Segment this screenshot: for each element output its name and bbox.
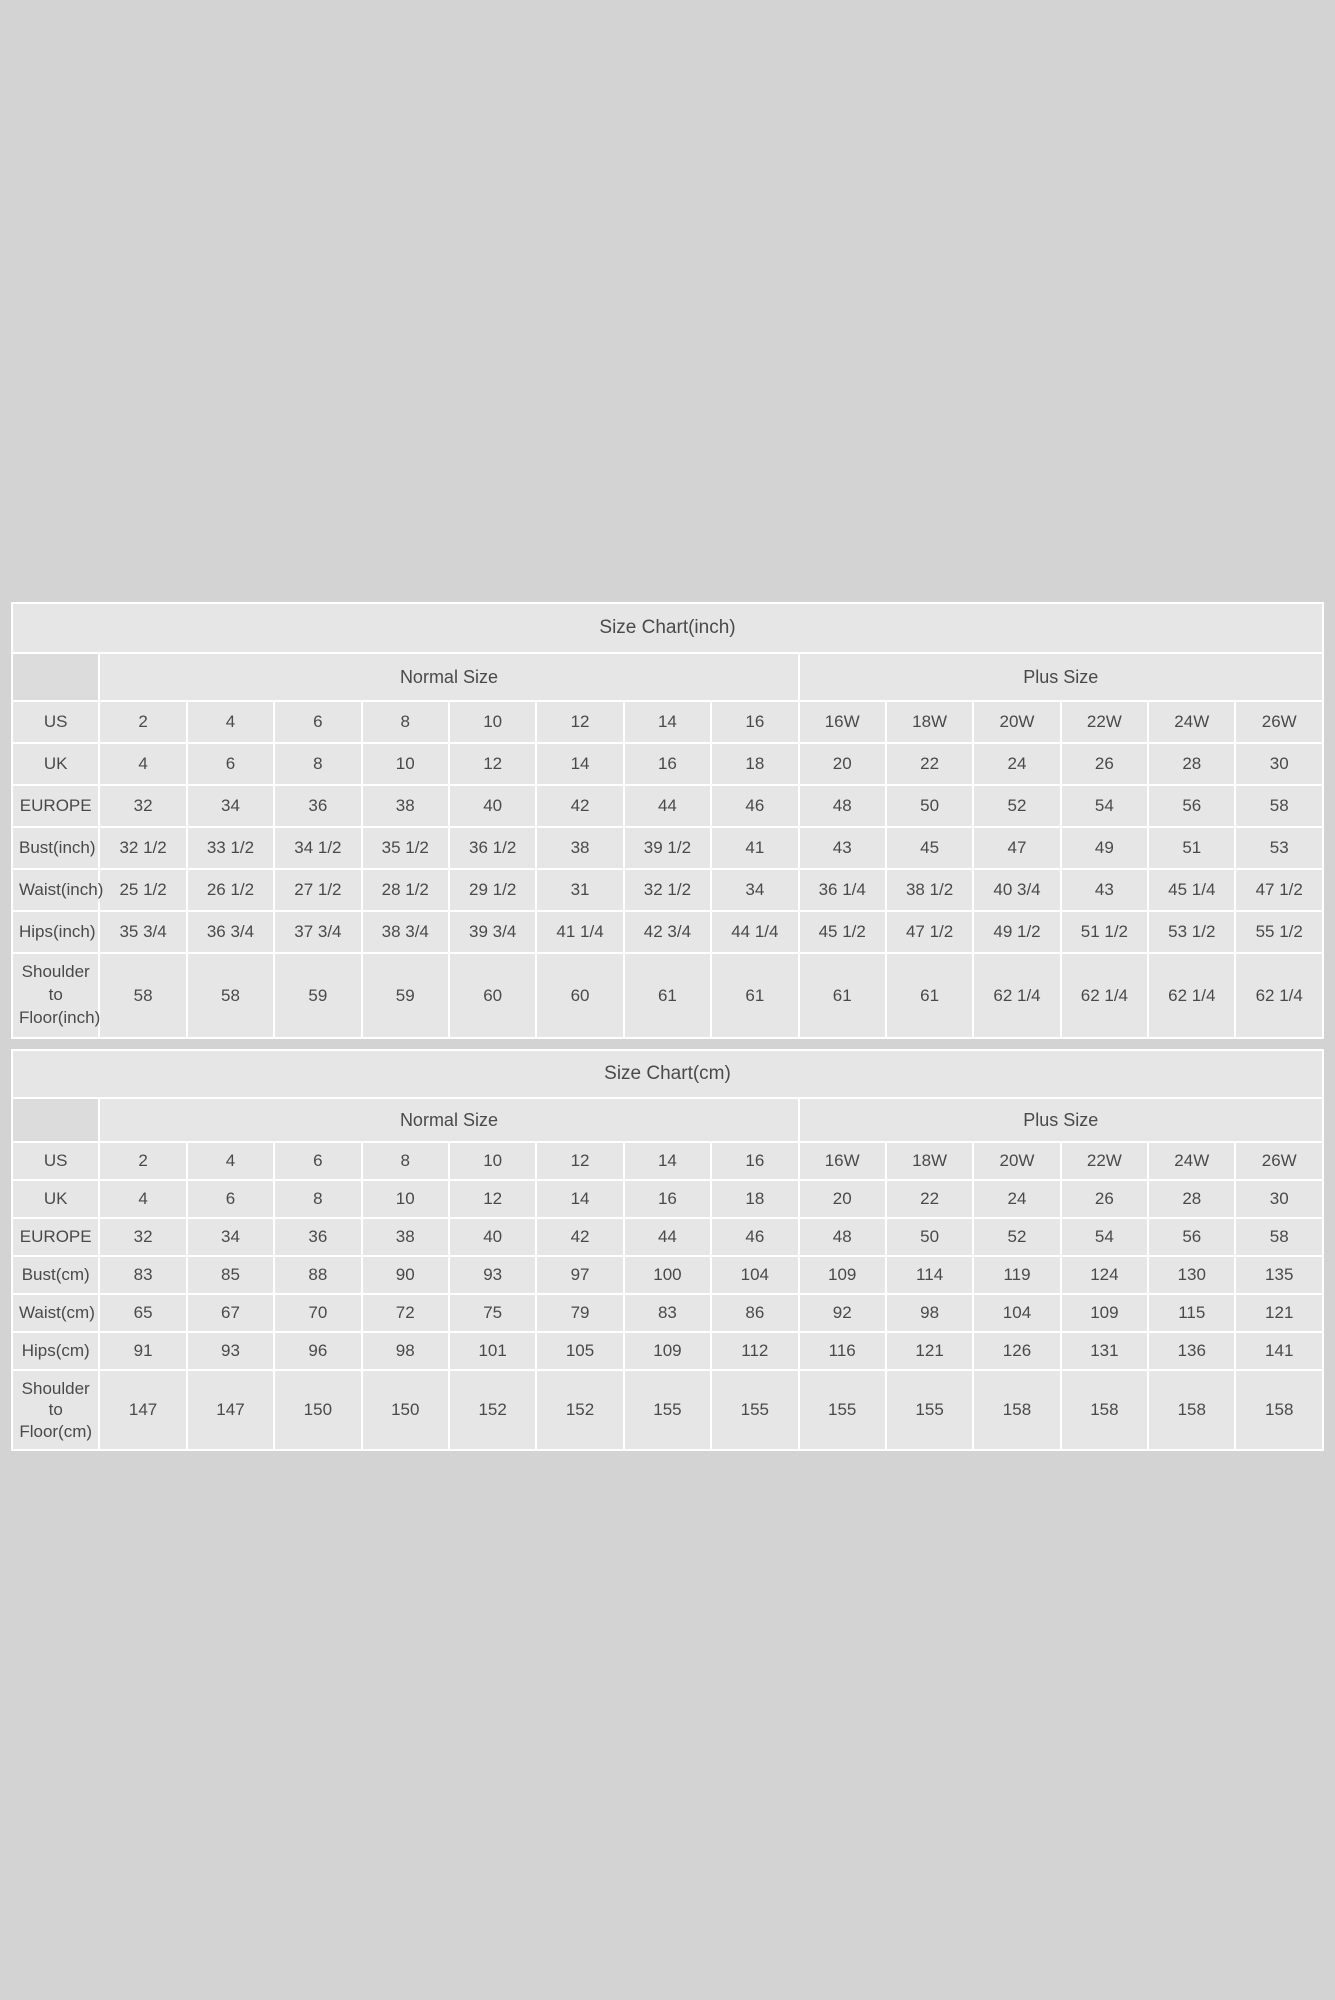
- row-label-bust: Bust(inch): [13, 828, 98, 868]
- row-label-us: US: [13, 702, 98, 742]
- cell: 10: [450, 1143, 535, 1179]
- cell: 150: [363, 1371, 448, 1449]
- cell: 70: [275, 1295, 360, 1331]
- cell: 41 1/4: [537, 912, 622, 952]
- group-header-plus-size: Plus Size: [800, 1099, 1322, 1142]
- row-label-waist: Waist(cm): [13, 1295, 98, 1331]
- cell: 8: [275, 744, 360, 784]
- cell: 32 1/2: [625, 870, 710, 910]
- cell: 38: [363, 786, 448, 826]
- cell: 136: [1149, 1333, 1234, 1369]
- table-row-us: [13, 1143, 1322, 1179]
- row-label-uk: UK: [13, 744, 98, 784]
- row-label-hips: Hips(inch): [13, 912, 98, 952]
- cell: 48: [800, 1219, 885, 1255]
- cell: 31: [537, 870, 622, 910]
- cell: 41: [712, 828, 797, 868]
- cell: 37 3/4: [275, 912, 360, 952]
- cell: 45 1/2: [800, 912, 885, 952]
- corner-cell: [13, 654, 98, 700]
- cell: 12: [450, 1181, 535, 1217]
- cell: 36 3/4: [188, 912, 273, 952]
- cell: 12: [537, 1143, 622, 1179]
- cell: 16: [712, 702, 797, 742]
- cell: 98: [363, 1333, 448, 1369]
- table-title-row: [13, 604, 1322, 652]
- cell: 47 1/2: [1236, 870, 1322, 910]
- row-label-waist: Waist(inch): [13, 870, 98, 910]
- row-label-shoulder-to-floor: [13, 954, 101, 1037]
- table-row-shoulder-to-floor: [13, 954, 1322, 1037]
- row-label-europe: EUROPE: [13, 786, 98, 826]
- cell: 59: [275, 954, 360, 1037]
- cell: 26W: [1236, 1143, 1322, 1179]
- cell: 114: [887, 1257, 972, 1293]
- cell: 44: [625, 786, 710, 826]
- cell: 54: [1062, 786, 1147, 826]
- table-row-shoulder-to-floor: [13, 1371, 1322, 1449]
- cell: 105: [537, 1333, 622, 1369]
- cell: 56: [1149, 1219, 1234, 1255]
- cell: 25 1/2: [100, 870, 185, 910]
- cell: 119: [974, 1257, 1059, 1293]
- cell: 38: [363, 1219, 448, 1255]
- cell: 42: [537, 1219, 622, 1255]
- cell: 88: [275, 1257, 360, 1293]
- cell: 51: [1149, 828, 1234, 868]
- cell: 58: [1236, 786, 1322, 826]
- cell: 60: [537, 954, 622, 1037]
- cell: 152: [537, 1371, 622, 1449]
- cell: 18W: [887, 702, 972, 742]
- cell: 10: [450, 702, 535, 742]
- row-label-hips: Hips(cm): [13, 1333, 98, 1369]
- cell: 38: [537, 828, 622, 868]
- cell: 44 1/4: [712, 912, 797, 952]
- cell: 22W: [1062, 702, 1147, 742]
- cell: 8: [363, 1143, 448, 1179]
- table-row-waist: [13, 870, 1322, 910]
- cell: 46: [712, 786, 797, 826]
- cell: 109: [800, 1257, 885, 1293]
- cell: 61: [625, 954, 710, 1037]
- cell: 24: [974, 744, 1059, 784]
- cell: 51 1/2: [1062, 912, 1147, 952]
- cell: 52: [974, 1219, 1059, 1255]
- cell: 75: [450, 1295, 535, 1331]
- cell: 38 1/2: [887, 870, 972, 910]
- cell: 16: [625, 744, 710, 784]
- cell: 115: [1149, 1295, 1234, 1331]
- cell: 55 1/2: [1236, 912, 1322, 952]
- cell: 59: [363, 954, 448, 1037]
- cell: 56: [1149, 786, 1234, 826]
- cell: 47: [974, 828, 1059, 868]
- cell: 35 3/4: [100, 912, 185, 952]
- cell: 12: [450, 744, 535, 784]
- cell: 155: [887, 1371, 972, 1449]
- cell: 104: [712, 1257, 797, 1293]
- cell: 121: [1236, 1295, 1322, 1331]
- cell: 43: [1062, 870, 1147, 910]
- cell: 26: [1062, 1181, 1147, 1217]
- cell: 158: [1062, 1371, 1147, 1449]
- cell: 58: [100, 954, 185, 1037]
- cell: 34 1/2: [275, 828, 360, 868]
- cell: 4: [100, 744, 185, 784]
- cell: 28: [1149, 744, 1234, 784]
- cell: 131: [1062, 1333, 1147, 1369]
- cell: 24: [974, 1181, 1059, 1217]
- cell: 43: [800, 828, 885, 868]
- cell: 48: [800, 786, 885, 826]
- cell: 93: [450, 1257, 535, 1293]
- cell: 10: [363, 1181, 448, 1217]
- table-row-uk: [13, 1181, 1322, 1217]
- cell: 62 1/4: [1236, 954, 1322, 1037]
- cell: 54: [1062, 1219, 1147, 1255]
- cell: 85: [188, 1257, 273, 1293]
- cell: 39 3/4: [450, 912, 535, 952]
- cell: 45 1/4: [1149, 870, 1234, 910]
- cell: 98: [887, 1295, 972, 1331]
- cell: 6: [188, 744, 273, 784]
- cell: 152: [450, 1371, 535, 1449]
- cell: 158: [1149, 1371, 1234, 1449]
- table-row-bust: [13, 1257, 1322, 1293]
- cell: 147: [188, 1371, 273, 1449]
- cell: 79: [537, 1295, 622, 1331]
- cell: 135: [1236, 1257, 1322, 1293]
- cell: 32 1/2: [100, 828, 185, 868]
- cell: 158: [1236, 1371, 1322, 1449]
- cell: 26: [1062, 744, 1147, 784]
- cell: 18: [712, 1181, 797, 1217]
- table-row-hips: [13, 912, 1322, 952]
- cell: 109: [1062, 1295, 1147, 1331]
- cell: 65: [100, 1295, 185, 1331]
- cell: 38 3/4: [363, 912, 448, 952]
- cell: 53: [1236, 828, 1322, 868]
- cell: 150: [275, 1371, 360, 1449]
- cell: 8: [363, 702, 448, 742]
- cell: 12: [537, 702, 622, 742]
- cell: 2: [100, 1143, 185, 1179]
- cell: 86: [712, 1295, 797, 1331]
- cell: 121: [887, 1333, 972, 1369]
- cell: 32: [100, 786, 185, 826]
- cell: 61: [712, 954, 797, 1037]
- group-header-normal-size: Normal Size: [100, 654, 797, 700]
- cell: 6: [275, 702, 360, 742]
- table-row-bust: [13, 828, 1322, 868]
- cell: 147: [100, 1371, 185, 1449]
- cell: 126: [974, 1333, 1059, 1369]
- table-row-us: [13, 702, 1322, 742]
- cell: 155: [800, 1371, 885, 1449]
- cell: 40 3/4: [974, 870, 1059, 910]
- table-row-europe: [13, 1219, 1322, 1255]
- cell: 14: [537, 744, 622, 784]
- cell: 58: [1236, 1219, 1322, 1255]
- cell: 60: [450, 954, 535, 1037]
- row-label-line2: Floor(inch): [19, 1007, 101, 1027]
- cell: 18: [712, 744, 797, 784]
- cell: 20: [800, 744, 885, 784]
- cell: 36: [275, 1219, 360, 1255]
- page-title-cm: Size Chart(cm): [13, 1051, 1322, 1097]
- cell: 62 1/4: [1062, 954, 1147, 1037]
- cell: 96: [275, 1333, 360, 1369]
- cell: 2: [100, 702, 185, 742]
- cell: 91: [100, 1333, 185, 1369]
- cell: 72: [363, 1295, 448, 1331]
- cell: 4: [188, 1143, 273, 1179]
- cell: 32: [100, 1219, 185, 1255]
- cell: 34: [712, 870, 797, 910]
- cell: 47 1/2: [887, 912, 972, 952]
- row-label-line1: Shoulder to: [21, 962, 90, 1004]
- cell: 16W: [800, 702, 885, 742]
- cell: 62 1/4: [1149, 954, 1234, 1037]
- cell: 20: [800, 1181, 885, 1217]
- cell: 112: [712, 1333, 797, 1369]
- group-header-plus-size: Plus Size: [800, 654, 1322, 700]
- cell: 20W: [974, 1143, 1059, 1179]
- cell: 16: [625, 1181, 710, 1217]
- row-label-shoulder-to-floor: Shoulder to Floor(cm): [13, 1371, 98, 1449]
- cell: 4: [188, 702, 273, 742]
- table-row-hips: [13, 1333, 1322, 1369]
- cell: 28 1/2: [363, 870, 448, 910]
- size-chart-cm-table: [11, 1049, 1324, 1451]
- corner-cell: [13, 1099, 98, 1142]
- cell: 10: [363, 744, 448, 784]
- cell: 62 1/4: [974, 954, 1059, 1037]
- cell: 33 1/2: [188, 828, 273, 868]
- cell: 40: [450, 1219, 535, 1255]
- cell: 155: [712, 1371, 797, 1449]
- cell: 97: [537, 1257, 622, 1293]
- cell: 58: [188, 954, 273, 1037]
- cell: 104: [974, 1295, 1059, 1331]
- cell: 50: [887, 1219, 972, 1255]
- cell: 50: [887, 786, 972, 826]
- cell: 92: [800, 1295, 885, 1331]
- cell: 22W: [1062, 1143, 1147, 1179]
- cell: 16: [712, 1143, 797, 1179]
- cell: 34: [188, 1219, 273, 1255]
- cell: 83: [100, 1257, 185, 1293]
- cell: 24W: [1149, 1143, 1234, 1179]
- cell: 100: [625, 1257, 710, 1293]
- cell: 27 1/2: [275, 870, 360, 910]
- cell: 61: [887, 954, 972, 1037]
- cell: 35 1/2: [363, 828, 448, 868]
- cell: 29 1/2: [450, 870, 535, 910]
- cell: 39 1/2: [625, 828, 710, 868]
- cell: 61: [800, 954, 885, 1037]
- cell: 155: [625, 1371, 710, 1449]
- table-group-row: [13, 1099, 1322, 1142]
- cell: 44: [625, 1219, 710, 1255]
- page-title-inch: Size Chart(inch): [13, 604, 1322, 652]
- group-header-normal-size: Normal Size: [100, 1099, 797, 1142]
- cell: 30: [1236, 744, 1322, 784]
- cell: 4: [100, 1181, 185, 1217]
- row-label-europe: EUROPE: [13, 1219, 98, 1255]
- cell: 130: [1149, 1257, 1234, 1293]
- cell: 116: [800, 1333, 885, 1369]
- size-chart-inch-table: [11, 602, 1324, 1039]
- cell: 49: [1062, 828, 1147, 868]
- cell: 109: [625, 1333, 710, 1369]
- table-row-europe: [13, 786, 1322, 826]
- cell: 42: [537, 786, 622, 826]
- cell: 36 1/4: [800, 870, 885, 910]
- cell: 30: [1236, 1181, 1322, 1217]
- cell: 6: [275, 1143, 360, 1179]
- cell: 83: [625, 1295, 710, 1331]
- cell: 49 1/2: [974, 912, 1059, 952]
- table-row-waist: [13, 1295, 1322, 1331]
- cell: 14: [625, 1143, 710, 1179]
- cell: 101: [450, 1333, 535, 1369]
- cell: 53 1/2: [1149, 912, 1234, 952]
- cell: 124: [1062, 1257, 1147, 1293]
- cell: 14: [625, 702, 710, 742]
- cell: 18W: [887, 1143, 972, 1179]
- cell: 14: [537, 1181, 622, 1217]
- table-group-row: [13, 654, 1322, 700]
- cell: 42 3/4: [625, 912, 710, 952]
- cell: 36 1/2: [450, 828, 535, 868]
- cell: 93: [188, 1333, 273, 1369]
- cell: 141: [1236, 1333, 1322, 1369]
- cell: 34: [188, 786, 273, 826]
- cell: 8: [275, 1181, 360, 1217]
- cell: 24W: [1149, 702, 1234, 742]
- row-label-us: US: [13, 1143, 98, 1179]
- cell: 36: [275, 786, 360, 826]
- cell: 28: [1149, 1181, 1234, 1217]
- cell: 6: [188, 1181, 273, 1217]
- cell: 67: [188, 1295, 273, 1331]
- cell: 16W: [800, 1143, 885, 1179]
- cell: 40: [450, 786, 535, 826]
- row-label-bust: Bust(cm): [13, 1257, 98, 1293]
- cell: 26 1/2: [188, 870, 273, 910]
- cell: 52: [974, 786, 1059, 826]
- size-charts-container: [11, 602, 1324, 1451]
- cell: 20W: [974, 702, 1059, 742]
- cell: 22: [887, 744, 972, 784]
- row-label-uk: UK: [13, 1181, 98, 1217]
- cell: 158: [974, 1371, 1059, 1449]
- cell: 26W: [1236, 702, 1322, 742]
- table-row-uk: [13, 744, 1322, 784]
- cell: 46: [712, 1219, 797, 1255]
- cell: 45: [887, 828, 972, 868]
- cell: 22: [887, 1181, 972, 1217]
- table-title-row: [13, 1051, 1322, 1097]
- cell: 90: [363, 1257, 448, 1293]
